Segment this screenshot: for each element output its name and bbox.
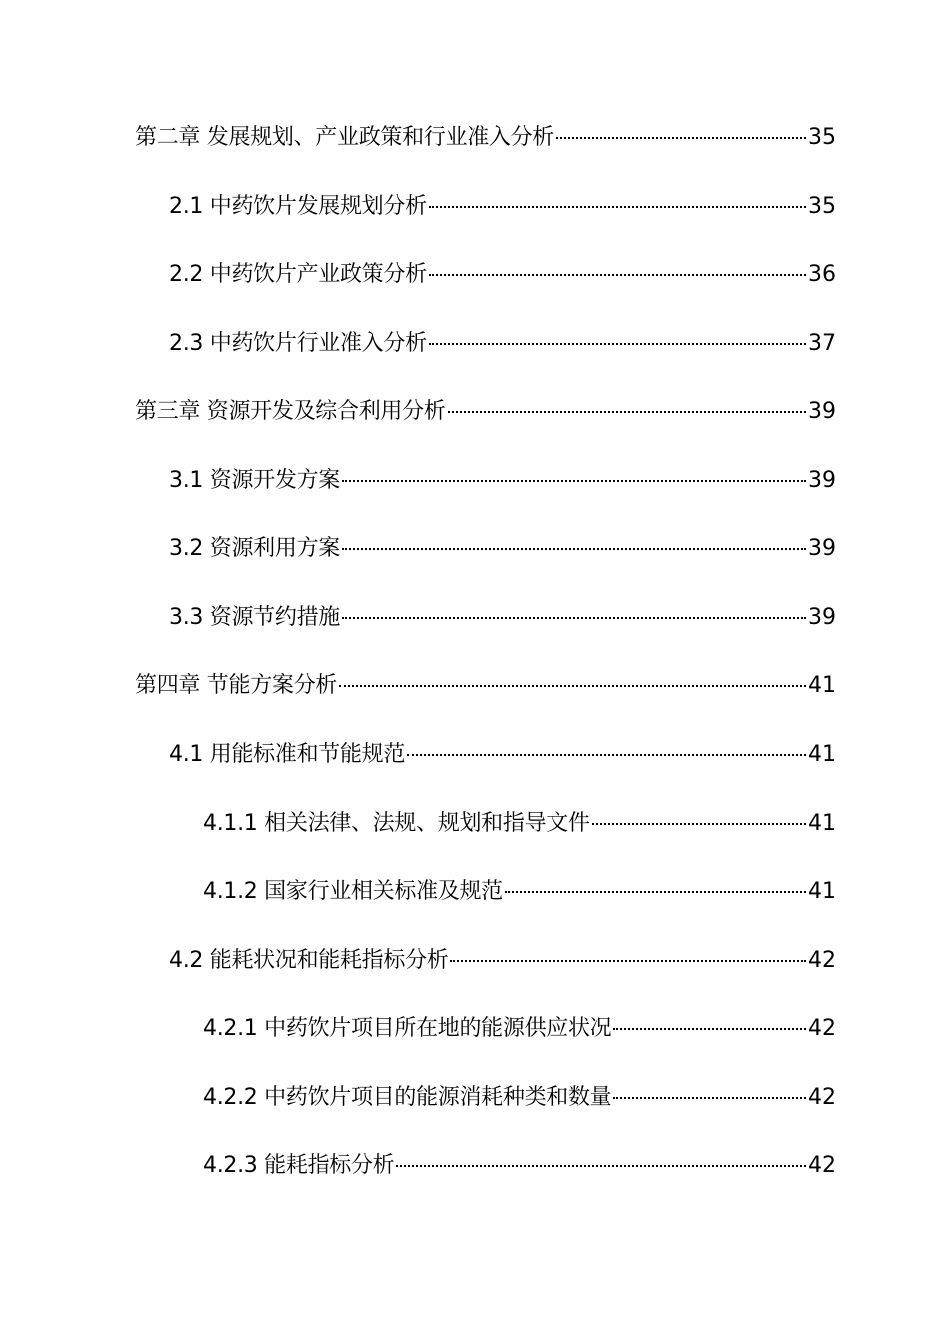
dot-leader (429, 206, 806, 208)
toc-entry-page: 41 (808, 811, 836, 836)
toc-entry-title: 4.1 用能标准和节能规范 (169, 742, 406, 767)
toc-entry-4-2-3[interactable] (203, 1149, 836, 1183)
dot-leader (396, 1165, 806, 1167)
toc-entry-title: 4.2.2 中药饮片项目的能源消耗种类和数量 (203, 1085, 612, 1110)
dot-leader (407, 754, 806, 756)
toc-entry-title: 第四章 节能方案分析 (135, 673, 337, 698)
toc-entry-title: 4.1.2 国家行业相关标准及规范 (203, 879, 503, 904)
toc-entry-2-3[interactable] (169, 327, 836, 361)
toc-entry-page: 39 (808, 605, 836, 630)
toc-entry-page: 36 (808, 262, 836, 287)
dot-leader (505, 891, 806, 893)
toc-entry-page: 41 (808, 879, 836, 904)
dot-leader (592, 823, 806, 825)
dot-leader (613, 1097, 806, 1099)
toc-entry-4-2-2[interactable] (203, 1081, 836, 1115)
toc-entry-page: 39 (808, 399, 836, 424)
toc-entry-page: 42 (808, 948, 836, 973)
toc-entry-page: 35 (808, 194, 836, 219)
toc-entry-page: 39 (808, 536, 836, 561)
toc-entry-page: 42 (808, 1085, 836, 1110)
dot-leader (429, 274, 806, 276)
toc-entry-3-1[interactable] (169, 464, 836, 498)
toc-entry-4-2[interactable] (169, 944, 836, 978)
toc-entry-chapter-2[interactable] (135, 121, 836, 155)
toc-entry-title: 第二章 发展规划、产业政策和行业准入分析 (135, 125, 554, 150)
toc-entry-4-1-1[interactable] (203, 807, 836, 841)
toc-entry-2-2[interactable] (169, 258, 836, 292)
dot-leader (339, 685, 806, 687)
toc-entry-4-2-1[interactable] (203, 1012, 836, 1046)
toc-entry-page: 35 (808, 125, 836, 150)
dot-leader (556, 137, 806, 139)
toc-entry-3-2[interactable] (169, 532, 836, 566)
toc-entry-chapter-3[interactable] (135, 395, 836, 429)
toc-entry-title: 第三章 资源开发及综合利用分析 (135, 399, 446, 424)
toc-entry-4-1[interactable] (169, 738, 836, 772)
toc-entry-title: 3.2 资源利用方案 (169, 536, 340, 561)
toc-entry-4-1-2[interactable] (203, 875, 836, 909)
dot-leader (342, 548, 806, 550)
dot-leader (450, 960, 806, 962)
toc-entry-page: 37 (808, 331, 836, 356)
toc-entry-page: 42 (808, 1153, 836, 1178)
toc-entry-2-1[interactable] (169, 190, 836, 224)
toc-entry-title: 3.3 资源节约措施 (169, 605, 340, 630)
toc-entry-title: 3.1 资源开发方案 (169, 468, 340, 493)
toc-entry-page: 42 (808, 1016, 836, 1041)
dot-leader (342, 480, 806, 482)
toc-entry-title: 4.2.1 中药饮片项目所在地的能源供应状况 (203, 1016, 612, 1041)
toc-entry-page: 41 (808, 673, 836, 698)
toc-entry-title: 4.2.3 能耗指标分析 (203, 1153, 395, 1178)
toc-entry-title: 2.3 中药饮片行业准入分析 (169, 331, 427, 356)
dot-leader (613, 1028, 806, 1030)
dot-leader (429, 343, 806, 345)
toc-entry-page: 39 (808, 468, 836, 493)
toc-entry-page: 41 (808, 742, 836, 767)
dot-leader (342, 617, 806, 619)
toc-entry-chapter-4[interactable] (135, 669, 836, 703)
toc-entry-title: 4.1.1 相关法律、法规、规划和指导文件 (203, 811, 590, 836)
toc-entry-title: 4.2 能耗状况和能耗指标分析 (169, 948, 449, 973)
toc-entry-title: 2.2 中药饮片产业政策分析 (169, 262, 427, 287)
dot-leader (448, 411, 807, 413)
toc-entry-title: 2.1 中药饮片发展规划分析 (169, 194, 427, 219)
toc-entry-3-3[interactable] (169, 601, 836, 635)
